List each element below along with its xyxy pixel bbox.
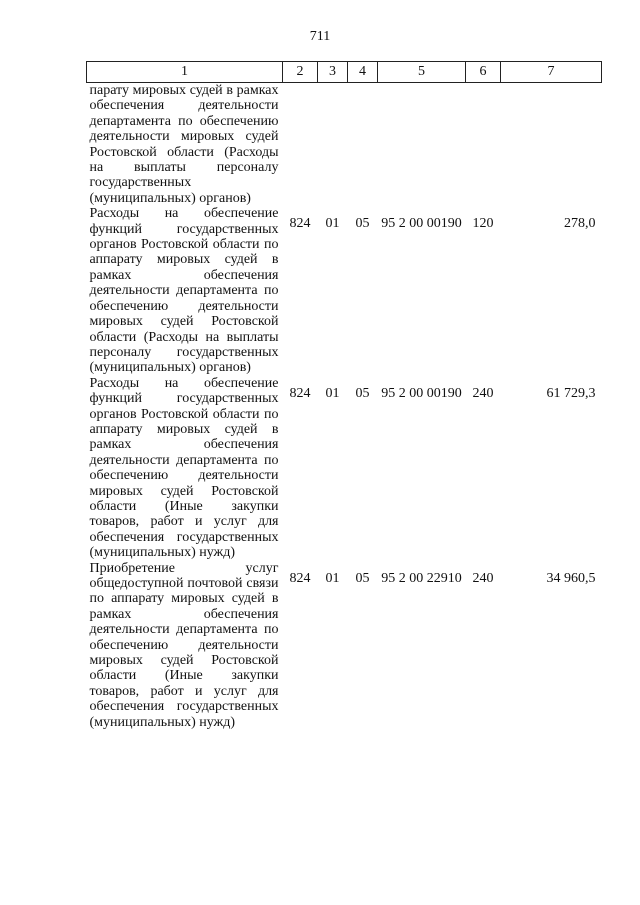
budget-table xyxy=(86,61,602,730)
subsection-code-cell xyxy=(348,83,378,207)
page-number: 711 xyxy=(309,29,331,44)
grbs-code-cell: 824 xyxy=(289,570,311,586)
target-article-cell: 95 2 00 22910 xyxy=(381,570,462,586)
table-row xyxy=(87,376,602,561)
expense-name-cell: Расходы на обеспечение функций государственных органов Ростовской области по аппарату мировых судей в рамках обеспечения деятельности департамента по обеспечению деятельности мировых судей Ростовской области (Иные закупки товаров, работ и услуг для обеспечения государственных (муниципальных) нужд) xyxy=(89,375,279,561)
table-row xyxy=(87,83,602,207)
section-code-cell xyxy=(318,83,348,207)
expense-type-cell: 120 xyxy=(472,216,494,232)
amount-cell xyxy=(501,83,602,207)
target-article-cell: 95 2 00 00190 xyxy=(381,216,462,232)
amount-cell: 34 960,5 xyxy=(546,570,596,586)
grbs-code-cell: 824 xyxy=(289,385,311,401)
target-article-cell xyxy=(378,83,466,207)
amount-cell: 278,0 xyxy=(564,216,596,232)
column-header-5: 5 xyxy=(378,62,466,83)
expense-type-cell: 240 xyxy=(472,385,494,401)
column-header-7: 7 xyxy=(501,62,602,83)
expense-type-cell: 240 xyxy=(472,570,494,586)
table-row xyxy=(87,206,602,375)
subsection-code-cell: 05 xyxy=(355,570,370,586)
column-header-2: 2 xyxy=(283,62,318,83)
grbs-code-cell: 824 xyxy=(289,216,311,232)
expense-type-cell xyxy=(466,83,501,207)
table-row xyxy=(87,561,602,730)
column-header-3: 3 xyxy=(318,62,348,83)
subsection-code-cell: 05 xyxy=(355,385,370,401)
section-code-cell: 01 xyxy=(325,570,340,586)
table-header-row xyxy=(87,62,602,83)
target-article-cell: 95 2 00 00190 xyxy=(381,385,462,401)
column-header-6: 6 xyxy=(466,62,501,83)
expense-name-cell: Расходы на обеспечение функций государственных органов Ростовской области по аппарату мировых судей в рамках обеспечения деятельности департамента по обеспечению деятельности мировых судей Ростовской области (Расходы на выплаты персоналу государственных (муниципальных) органов) xyxy=(89,206,279,376)
column-header-1: 1 xyxy=(87,62,283,83)
section-code-cell: 01 xyxy=(325,216,340,232)
amount-cell: 61 729,3 xyxy=(546,385,596,401)
section-code-cell: 01 xyxy=(325,385,340,401)
grbs-code-cell xyxy=(283,83,318,207)
expense-name-cell: Приобретение услуг общедоступной почтовой связи по аппарату мировых судей в рамках обеспечения деятельности департамента по обеспечению деятельности мировых судей Ростовской области (Иные закупки товаров, работ и услуг для обеспечения государственных (муниципальных) нужд) xyxy=(89,560,279,730)
subsection-code-cell: 05 xyxy=(355,216,370,232)
expense-name-cell: парату мировых судей в рамках обеспечения деятельности департамента по обеспечению деятельности мировых судей Ростовской области (Расходы на выплаты персоналу государственных (муниципальных) органов) xyxy=(89,83,279,206)
column-header-4: 4 xyxy=(348,62,378,83)
